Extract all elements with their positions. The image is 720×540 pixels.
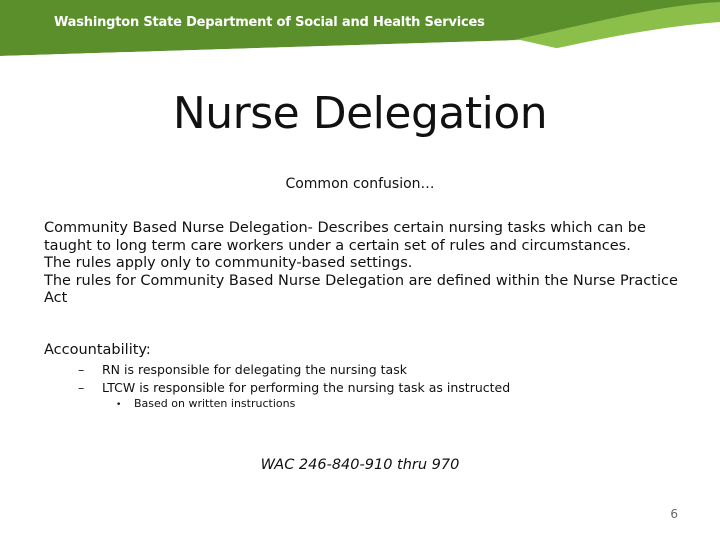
dash-bullet: – (78, 380, 85, 395)
sub-bullet-text: Based on written instructions (134, 397, 296, 410)
wac-reference: WAC 246-840-910 thru 970 (260, 457, 460, 473)
accountability-item-text: LTCW is responsible for performing the nursing task as instructed (102, 380, 511, 395)
paragraph-settings: The rules apply only to community-based settings. (44, 255, 413, 271)
dash-bullet: – (78, 362, 85, 377)
accountability-item-text: RN is responsible for delegating the nursing task (102, 362, 407, 377)
bullet-dot: • (116, 400, 122, 410)
accountability-item (78, 362, 407, 377)
slide-number: 6 (670, 507, 678, 521)
header-banner (0, 0, 720, 56)
slide-subtitle: Common confusion… (285, 176, 435, 192)
banner-title: Washington State Department of Social and Health Services (54, 15, 485, 30)
paragraph-definition: Community Based Nurse Delegation- Describes certain nursing tasks which can be taught to long term care workers under a certain set of rules and circumstances. (44, 220, 646, 254)
slide-title: Nurse Delegation (172, 88, 548, 139)
sub-bullet-item (116, 397, 295, 410)
accountability-item (78, 380, 510, 395)
body-paragraphs (44, 220, 684, 308)
accountability-heading: Accountability: (44, 342, 151, 358)
paragraph-practice-act: The rules for Community Based Nurse Delegation are defined within the Nurse Practice Act (44, 272, 678, 306)
